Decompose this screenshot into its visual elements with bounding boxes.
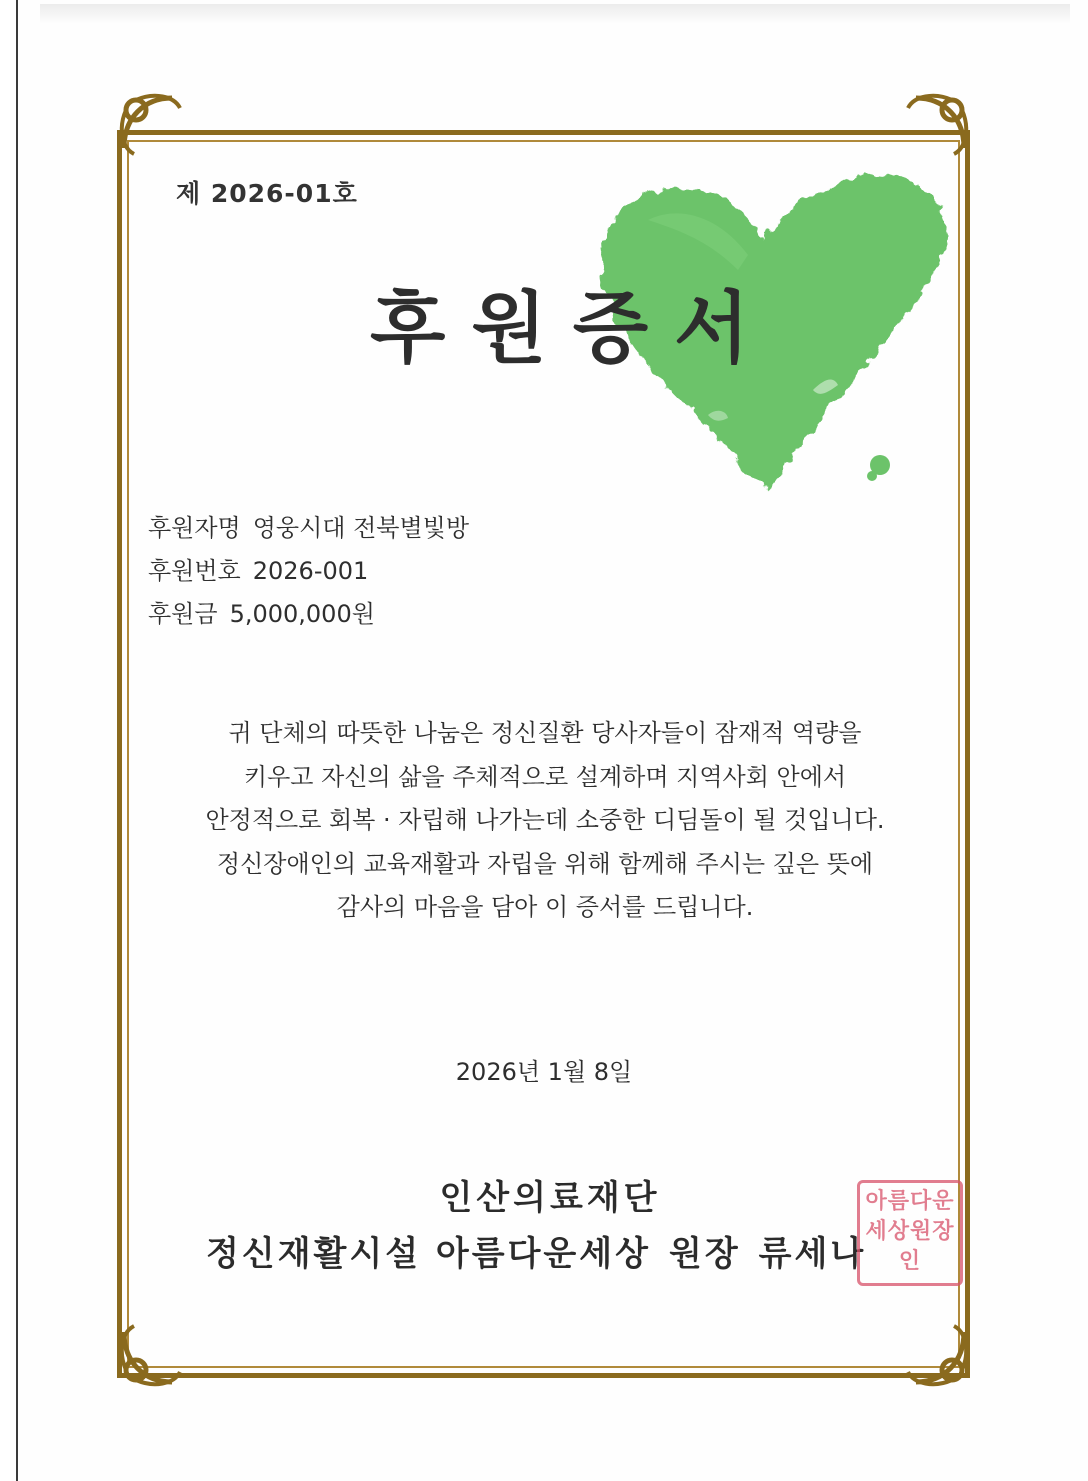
sponsor-name-label: 후원자명: [148, 514, 241, 542]
issue-date: 2026년 1월 8일: [455, 1058, 633, 1086]
body-line: 정신장애인의 교육재활과 자립을 위해 함께해 주시는 깊은 뜻에: [216, 849, 874, 878]
scan-edge-line: [16, 0, 18, 1481]
signer-line: [206, 1226, 884, 1275]
sponsor-number-value: 2026-001: [252, 557, 369, 585]
sponsor-name-row: [148, 508, 469, 543]
sponsor-amount-label: 후원금: [148, 600, 218, 628]
facility-name: 정신재활시설 아름다운세상: [206, 1234, 651, 1274]
corner-ornament-bottom-left-icon: [114, 1322, 184, 1392]
body-line: 키우고 자신의 삶을 주체적으로 설계하며 지역사회 안에서: [243, 762, 847, 791]
body-line: 감사의 마음을 담아 이 증서를 드립니다.: [336, 893, 754, 921]
corner-ornament-bottom-right-icon: [904, 1322, 974, 1392]
body-line: 귀 단체의 따뜻한 나눔은 정신질환 당사자들이 잠재적 역량을: [228, 719, 862, 747]
certificate-number: 제 2026-01호: [176, 179, 358, 208]
signer-name: 류세나: [758, 1234, 867, 1274]
scan-shadow: [40, 4, 1070, 24]
certificate-body: [140, 712, 950, 930]
seal-text: 아름다운세상원장인: [865, 1189, 955, 1274]
sponsor-amount-row: [148, 594, 375, 629]
signer-position: 원장: [668, 1234, 741, 1274]
sponsor-amount-value: 5,000,000원: [229, 600, 375, 628]
certificate-title: 후원증서: [370, 284, 776, 374]
sponsor-number-label: 후원번호: [148, 557, 241, 585]
corner-ornament-top-left-icon: [114, 88, 184, 158]
official-seal-icon: [857, 1180, 963, 1286]
sponsor-name-value: 영웅시대 전북별빛방: [252, 514, 470, 542]
sponsor-number-row: [148, 551, 368, 586]
organization-name: 인산의료재단: [439, 1178, 661, 1218]
body-line: 안정적으로 회복 · 자립해 나가는데 소중한 디딤돌이 될 것입니다.: [205, 806, 885, 834]
corner-ornament-top-right-icon: [904, 88, 974, 158]
